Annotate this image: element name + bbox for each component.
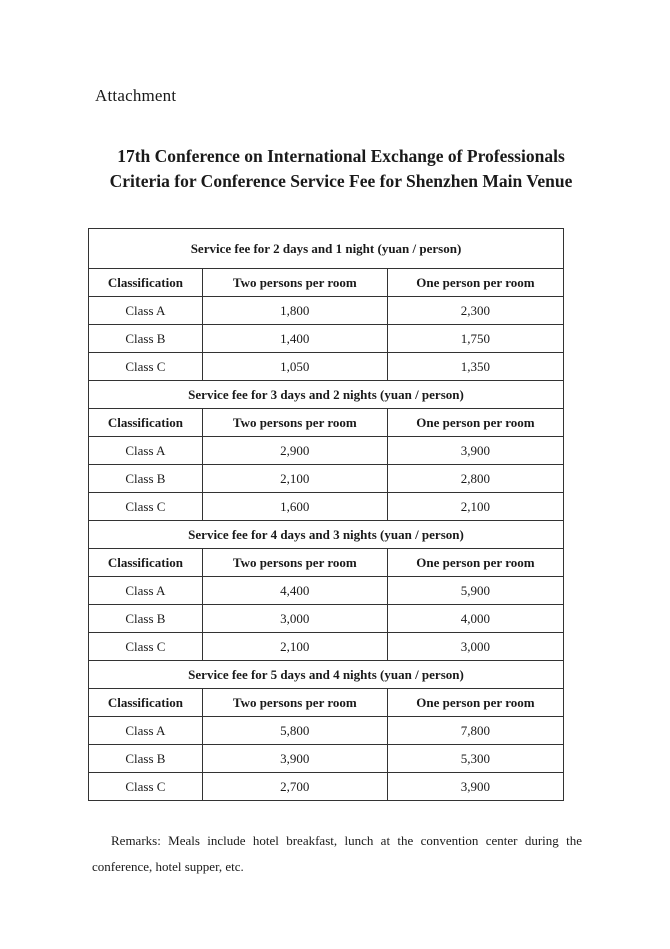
cell-two-persons-fee: 1,600 [202, 493, 387, 521]
section-header-row [89, 661, 564, 689]
cell-two-persons-fee: 3,900 [202, 745, 387, 773]
cell-two-persons-fee: 4,400 [202, 577, 387, 605]
cell-one-person-fee: 2,800 [387, 465, 563, 493]
cell-one-person-fee: 2,100 [387, 493, 563, 521]
column-header-classification: Classification [89, 409, 203, 437]
cell-two-persons-fee: 1,800 [202, 297, 387, 325]
cell-classification: Class A [89, 437, 203, 465]
cell-one-person-fee: 1,350 [387, 353, 563, 381]
page-title-line-2: Criteria for Conference Service Fee for Shenzhen Main Venue [109, 171, 573, 191]
section-header-row [89, 229, 564, 269]
cell-two-persons-fee: 2,700 [202, 773, 387, 801]
column-header-classification: Classification [89, 689, 203, 717]
cell-two-persons-fee: 3,000 [202, 605, 387, 633]
cell-classification: Class A [89, 297, 203, 325]
cell-one-person-fee: 5,300 [387, 745, 563, 773]
cell-one-person-fee: 5,900 [387, 577, 563, 605]
table-row [89, 297, 564, 325]
cell-one-person-fee: 7,800 [387, 717, 563, 745]
cell-one-person-fee: 2,300 [387, 297, 563, 325]
column-header-row [89, 689, 564, 717]
section-title: Service fee for 4 days and 3 nights (yuan / person) [89, 521, 564, 549]
table-row [89, 577, 564, 605]
column-header-two-persons: Two persons per room [202, 689, 387, 717]
cell-one-person-fee: 1,750 [387, 325, 563, 353]
column-header-two-persons: Two persons per room [202, 269, 387, 297]
column-header-classification: Classification [89, 549, 203, 577]
column-header-two-persons: Two persons per room [202, 409, 387, 437]
table-row [89, 465, 564, 493]
cell-classification: Class B [89, 745, 203, 773]
cell-classification: Class C [89, 353, 203, 381]
section-header-row [89, 521, 564, 549]
table-row [89, 493, 564, 521]
cell-classification: Class B [89, 465, 203, 493]
cell-two-persons-fee: 1,400 [202, 325, 387, 353]
remarks-text: Remarks: Meals include hotel breakfast, lunch at the convention center during the conference, hotel supper, etc. [92, 833, 582, 874]
section-header-row [89, 381, 564, 409]
attachment-label: Attachment [95, 86, 177, 105]
column-header-row [89, 269, 564, 297]
column-header-one-person: One person per room [387, 689, 563, 717]
column-header-one-person: One person per room [387, 549, 563, 577]
section-title: Service fee for 2 days and 1 night (yuan / person) [89, 229, 564, 269]
column-header-classification: Classification [89, 269, 203, 297]
cell-two-persons-fee: 2,100 [202, 633, 387, 661]
column-header-row [89, 409, 564, 437]
cell-classification: Class C [89, 493, 203, 521]
column-header-one-person: One person per room [387, 269, 563, 297]
section-title: Service fee for 5 days and 4 nights (yuan / person) [89, 661, 564, 689]
cell-classification: Class C [89, 633, 203, 661]
cell-one-person-fee: 4,000 [387, 605, 563, 633]
column-header-one-person: One person per room [387, 409, 563, 437]
page-title-line-1: 17th Conference on International Exchange of Professionals [117, 146, 565, 166]
table-row [89, 605, 564, 633]
table-row [89, 745, 564, 773]
cell-one-person-fee: 3,000 [387, 633, 563, 661]
service-fee-table-body [89, 229, 564, 801]
table-row [89, 437, 564, 465]
table-row [89, 325, 564, 353]
cell-classification: Class A [89, 577, 203, 605]
cell-classification: Class C [89, 773, 203, 801]
service-fee-table [88, 228, 564, 801]
column-header-two-persons: Two persons per room [202, 549, 387, 577]
cell-two-persons-fee: 2,900 [202, 437, 387, 465]
cell-two-persons-fee: 5,800 [202, 717, 387, 745]
table-row [89, 717, 564, 745]
table-row [89, 353, 564, 381]
cell-classification: Class B [89, 605, 203, 633]
cell-classification: Class A [89, 717, 203, 745]
cell-classification: Class B [89, 325, 203, 353]
table-row [89, 633, 564, 661]
cell-two-persons-fee: 1,050 [202, 353, 387, 381]
cell-one-person-fee: 3,900 [387, 437, 563, 465]
cell-one-person-fee: 3,900 [387, 773, 563, 801]
cell-two-persons-fee: 2,100 [202, 465, 387, 493]
table-row [89, 773, 564, 801]
column-header-row [89, 549, 564, 577]
section-title: Service fee for 3 days and 2 nights (yuan / person) [89, 381, 564, 409]
